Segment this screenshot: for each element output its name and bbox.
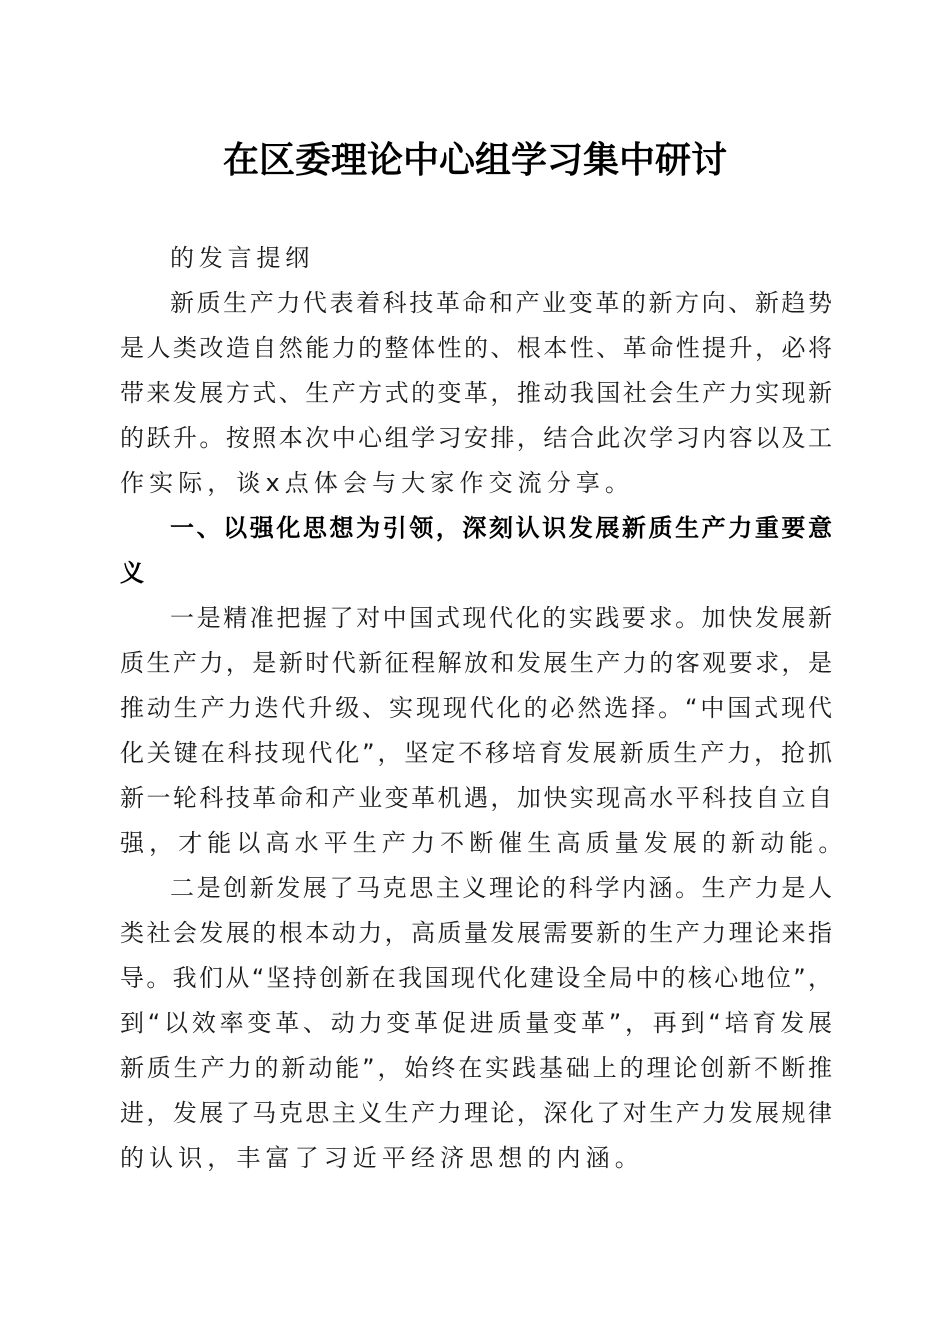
heading-line: 一、以强化思想为引领，深刻认识发展新质生产力重要意 bbox=[170, 514, 832, 542]
text-line: 到“以效率变革、动力变革促进质量变革”，再到“培育发展 bbox=[120, 1009, 832, 1037]
text-line: 新质生产力的新动能”，始终在实践基础上的理论创新不断推 bbox=[120, 1054, 832, 1082]
text-line: 导。我们从“坚持创新在我国现代化建设全局中的核心地位”， bbox=[120, 964, 832, 992]
text-line: 一是精准把握了对中国式现代化的实践要求。加快发展新 bbox=[170, 604, 832, 632]
document-title: 在区委理论中心组学习集中研讨 bbox=[222, 139, 727, 181]
section-1-paragraph-1 bbox=[120, 596, 848, 866]
text-line: 的认识，丰富了习近平经济思想的内涵。 bbox=[120, 1144, 644, 1172]
text-line: 是人类改造自然能力的整体性的、根本性、革命性提升，必将 bbox=[120, 334, 832, 362]
text-line: 强，才能以高水平生产力不断催生高质量发展的新动能。 bbox=[120, 829, 848, 857]
text-line: 带来发展方式、生产方式的变革，推动我国社会生产力实现新 bbox=[120, 379, 832, 407]
text-line: 进，发展了马克思主义生产力理论，深化了对生产力发展规律 bbox=[120, 1099, 832, 1127]
text-line: 质生产力，是新时代新征程解放和发展生产力的客观要求，是 bbox=[120, 649, 832, 677]
text-line: 新质生产力代表着科技革命和产业变革的新方向、新趋势 bbox=[170, 289, 832, 317]
subtitle-line: 的发言提纲 bbox=[170, 244, 314, 272]
section-1-paragraph-2 bbox=[120, 866, 832, 1181]
text-line: 新一轮科技革命和产业变革机遇，加快实现高水平科技自立自 bbox=[120, 784, 832, 812]
text-line: 推动生产力迭代升级、实现现代化的必然选择。“中国式现代 bbox=[120, 694, 832, 722]
text-line: 化关键在科技现代化”，坚定不移培育发展新质生产力，抢抓 bbox=[120, 739, 832, 767]
text-line: 作实际，谈x点体会与大家作交流分享。 bbox=[120, 469, 635, 497]
heading-line: 义 bbox=[120, 559, 147, 587]
text-line: 的跃升。按照本次中心组学习安排，结合此次学习内容以及工 bbox=[120, 424, 832, 452]
text-line: 类社会发展的根本动力，高质量发展需要新的生产力理论来指 bbox=[120, 919, 832, 947]
text-line: 二是创新发展了马克思主义理论的科学内涵。生产力是人 bbox=[170, 874, 832, 902]
document-body bbox=[120, 236, 848, 1181]
intro-paragraph bbox=[120, 281, 832, 506]
section-heading-1 bbox=[120, 506, 832, 596]
